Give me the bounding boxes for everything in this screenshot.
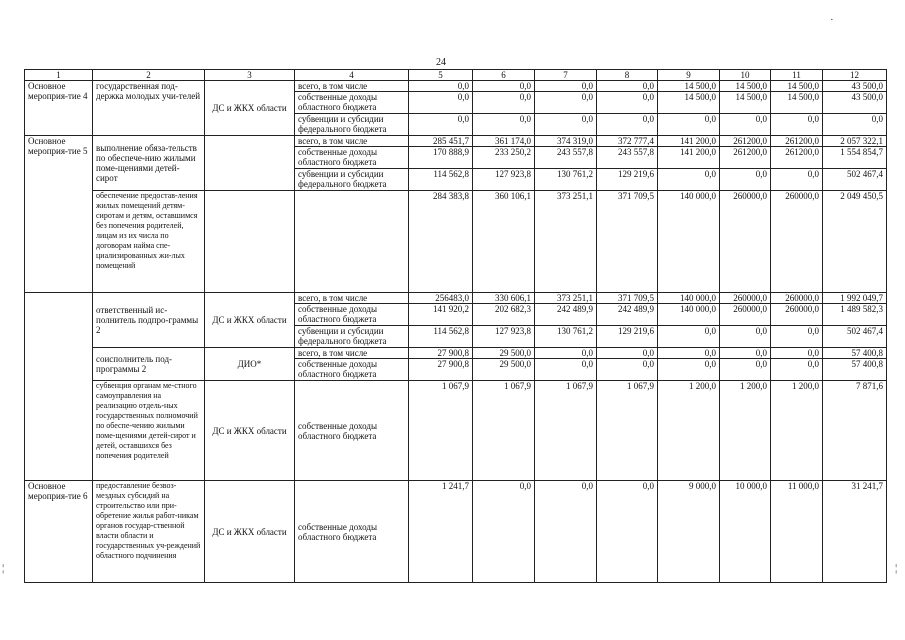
value-cell: 29 500,0 [473, 348, 535, 359]
value-cell: 0,0 [597, 481, 658, 583]
value-cell: 0,0 [771, 169, 823, 191]
value-cell: 14 500,0 [658, 81, 720, 92]
value-cell: 1 489 582,3 [823, 304, 887, 326]
value-cell: 43 500,0 [823, 92, 887, 114]
value-cell: 27 900,8 [409, 348, 473, 359]
value-cell: 260000,0 [720, 293, 771, 304]
measure-description: обеспечение предостав-ления жилых помещений детям-сиротам и детям, оставшимся без попечения родителей, лицам из их числа по договорам найма спе-циализированных жи-лых помещений [93, 191, 205, 293]
measure-name: Основное мероприя-тие 6 [25, 481, 93, 583]
value-cell: 1 200,0 [771, 381, 823, 481]
value-cell: 170 888,9 [409, 147, 473, 169]
value-cell: 261200,0 [771, 136, 823, 147]
value-cell: 0,0 [473, 92, 535, 114]
value-cell: 141 200,0 [658, 136, 720, 147]
budget-table [24, 69, 887, 583]
page-number: 24 [436, 57, 446, 68]
value-cell: 14 500,0 [720, 81, 771, 92]
column-number: 2 [93, 70, 205, 81]
measure-description: предоставление безвоз-мездных субсидий на строительство или при-обретение жилья работ-никам органов государ-ственной власти области и государственных уч-реждений областного подчинения [93, 481, 205, 583]
value-cell: 141 920,2 [409, 304, 473, 326]
value-cell: 284 383,8 [409, 191, 473, 293]
value-cell: 373 251,1 [535, 293, 597, 304]
empty-cell [205, 136, 295, 191]
empty-cell [205, 191, 295, 293]
value-cell: 0,0 [771, 348, 823, 359]
table-row [25, 191, 887, 293]
source-label: всего, в том числе [295, 348, 409, 359]
value-cell: 10 000,0 [720, 481, 771, 583]
value-cell: 330 606,1 [473, 293, 535, 304]
value-cell: 140 000,0 [658, 191, 720, 293]
value-cell: 129 219,6 [597, 169, 658, 191]
column-number: 8 [597, 70, 658, 81]
value-cell: 0,0 [771, 326, 823, 348]
empty-cell [295, 191, 409, 293]
value-cell: 0,0 [720, 114, 771, 136]
source-label: собственные доходы областного бюджета [295, 359, 409, 381]
value-cell: 1 200,0 [658, 381, 720, 481]
executor: ДС и ЖКХ области [205, 481, 295, 583]
value-cell: 0,0 [720, 169, 771, 191]
value-cell: 0,0 [535, 481, 597, 583]
value-cell: 2 049 450,5 [823, 191, 887, 293]
value-cell: 0,0 [535, 81, 597, 92]
measure-description: субвенция органам ме-стного самоуправления на реализацию отдель-ных государственных полномочий по обеспе-чению жилыми поме-щениями детей-сирот и детей, оставшихся без попечения родителей [93, 381, 205, 481]
source-label: субвенции и субсидии федерального бюджета [295, 169, 409, 191]
value-cell: 127 923,8 [473, 326, 535, 348]
value-cell: 27 900,8 [409, 359, 473, 381]
value-cell: 127 923,8 [473, 169, 535, 191]
measure-description: ответственный ис-полнитель подпро-граммы 2 [93, 293, 205, 348]
value-cell: 11 000,0 [771, 481, 823, 583]
value-cell: 2 057 322,1 [823, 136, 887, 147]
value-cell: 114 562,8 [409, 326, 473, 348]
value-cell: 1 992 049,7 [823, 293, 887, 304]
value-cell: 57 400,8 [823, 348, 887, 359]
measure-name: Основное мероприя-тие 5 [25, 136, 93, 293]
value-cell: 360 106,1 [473, 191, 535, 293]
value-cell: 0,0 [535, 92, 597, 114]
column-number: 6 [473, 70, 535, 81]
value-cell: 372 777,4 [597, 136, 658, 147]
value-cell: 0,0 [597, 81, 658, 92]
source-label: субвенции и субсидии федерального бюджета [295, 326, 409, 348]
value-cell: 140 000,0 [658, 304, 720, 326]
source-label: собственные доходы областного бюджета [295, 481, 409, 583]
table-row [25, 348, 887, 359]
measure-name: Основное мероприя-тие 4 [25, 81, 93, 136]
value-cell: 0,0 [658, 169, 720, 191]
value-cell: 260000,0 [720, 304, 771, 326]
value-cell: 0,0 [771, 359, 823, 381]
executor: ДС и ЖКХ области [205, 381, 295, 481]
value-cell: 285 451,7 [409, 136, 473, 147]
value-cell: 0,0 [473, 114, 535, 136]
source-label: всего, в том числе [295, 136, 409, 147]
value-cell: 43 500,0 [823, 81, 887, 92]
value-cell: 243 557,8 [535, 147, 597, 169]
value-cell: 0,0 [658, 348, 720, 359]
value-cell: 1 554 854,7 [823, 147, 887, 169]
scan-mark: · [830, 14, 834, 26]
column-number: 4 [295, 70, 409, 81]
value-cell: 0,0 [473, 81, 535, 92]
value-cell: 0,0 [597, 92, 658, 114]
table-row [25, 293, 887, 304]
value-cell: 0,0 [823, 114, 887, 136]
measure-description: выполнение обяза-тельств по обеспече-нию жилыми поме-щениями детей-сирот [93, 136, 205, 191]
value-cell: 260000,0 [771, 191, 823, 293]
value-cell: 141 200,0 [658, 147, 720, 169]
column-number-row [25, 70, 887, 81]
value-cell: 0,0 [597, 114, 658, 136]
value-cell: 0,0 [658, 114, 720, 136]
value-cell: 9 000,0 [658, 481, 720, 583]
value-cell: 361 174,0 [473, 136, 535, 147]
source-label: всего, в том числе [295, 293, 409, 304]
executor: ДС и ЖКХ области [205, 81, 295, 136]
value-cell: 1 200,0 [720, 381, 771, 481]
source-label: собственные доходы областного бюджета [295, 147, 409, 169]
value-cell: 1 067,9 [535, 381, 597, 481]
measure-description: государственная под-держка молодых учи-телей [93, 81, 205, 136]
value-cell: 0,0 [658, 326, 720, 348]
measure-description: соисполнитель под-программы 2 [93, 348, 205, 381]
value-cell: 371 709,5 [597, 293, 658, 304]
value-cell: 261200,0 [771, 147, 823, 169]
value-cell: 0,0 [473, 481, 535, 583]
value-cell: 129 219,6 [597, 326, 658, 348]
value-cell: 1 067,9 [409, 381, 473, 481]
value-cell: 502 467,4 [823, 326, 887, 348]
scan-mark: ¦ [895, 562, 898, 574]
value-cell: 260000,0 [720, 191, 771, 293]
value-cell: 0,0 [771, 114, 823, 136]
value-cell: 0,0 [409, 114, 473, 136]
value-cell: 374 319,0 [535, 136, 597, 147]
column-number: 9 [658, 70, 720, 81]
value-cell: 0,0 [720, 359, 771, 381]
value-cell: 0,0 [535, 348, 597, 359]
value-cell: 29 500,0 [473, 359, 535, 381]
value-cell: 57 400,8 [823, 359, 887, 381]
value-cell: 0,0 [535, 359, 597, 381]
column-number: 10 [720, 70, 771, 81]
value-cell: 1 067,9 [473, 381, 535, 481]
value-cell: 242 489,9 [597, 304, 658, 326]
value-cell: 1 067,9 [597, 381, 658, 481]
value-cell: 1 241,7 [409, 481, 473, 583]
column-number: 11 [771, 70, 823, 81]
value-cell: 0,0 [720, 348, 771, 359]
value-cell: 371 709,5 [597, 191, 658, 293]
source-label: субвенции и субсидии федерального бюджета [295, 114, 409, 136]
value-cell: 0,0 [658, 359, 720, 381]
column-number: 3 [205, 70, 295, 81]
scan-mark: ¦ [2, 562, 5, 574]
value-cell: 114 562,8 [409, 169, 473, 191]
value-cell: 0,0 [409, 81, 473, 92]
value-cell: 14 500,0 [771, 81, 823, 92]
value-cell: 14 500,0 [771, 92, 823, 114]
value-cell: 256483,0 [409, 293, 473, 304]
column-number: 1 [25, 70, 93, 81]
source-label: собственные доходы областного бюджета [295, 381, 409, 481]
column-number: 7 [535, 70, 597, 81]
value-cell: 202 682,3 [473, 304, 535, 326]
empty-cell [25, 293, 93, 481]
table-row [25, 136, 887, 147]
table-row [25, 81, 887, 92]
executor: ДИО* [205, 348, 295, 381]
table-row [25, 481, 887, 583]
source-label: собственные доходы областного бюджета [295, 92, 409, 114]
value-cell: 260000,0 [771, 304, 823, 326]
value-cell: 140 000,0 [658, 293, 720, 304]
value-cell: 502 467,4 [823, 169, 887, 191]
value-cell: 233 250,2 [473, 147, 535, 169]
value-cell: 14 500,0 [658, 92, 720, 114]
value-cell: 7 871,6 [823, 381, 887, 481]
value-cell: 243 557,8 [597, 147, 658, 169]
value-cell: 0,0 [535, 114, 597, 136]
value-cell: 261200,0 [720, 136, 771, 147]
executor: ДС и ЖКХ области [205, 293, 295, 348]
source-label: всего, в том числе [295, 81, 409, 92]
value-cell: 0,0 [597, 348, 658, 359]
value-cell: 242 489,9 [535, 304, 597, 326]
value-cell: 260000,0 [771, 293, 823, 304]
table-row [25, 381, 887, 481]
value-cell: 373 251,1 [535, 191, 597, 293]
value-cell: 14 500,0 [720, 92, 771, 114]
value-cell: 0,0 [720, 326, 771, 348]
source-label: собственные доходы областного бюджета [295, 304, 409, 326]
value-cell: 31 241,7 [823, 481, 887, 583]
value-cell: 261200,0 [720, 147, 771, 169]
value-cell: 130 761,2 [535, 169, 597, 191]
value-cell: 130 761,2 [535, 326, 597, 348]
column-number: 5 [409, 70, 473, 81]
column-number: 12 [823, 70, 887, 81]
value-cell: 0,0 [409, 92, 473, 114]
value-cell: 0,0 [597, 359, 658, 381]
